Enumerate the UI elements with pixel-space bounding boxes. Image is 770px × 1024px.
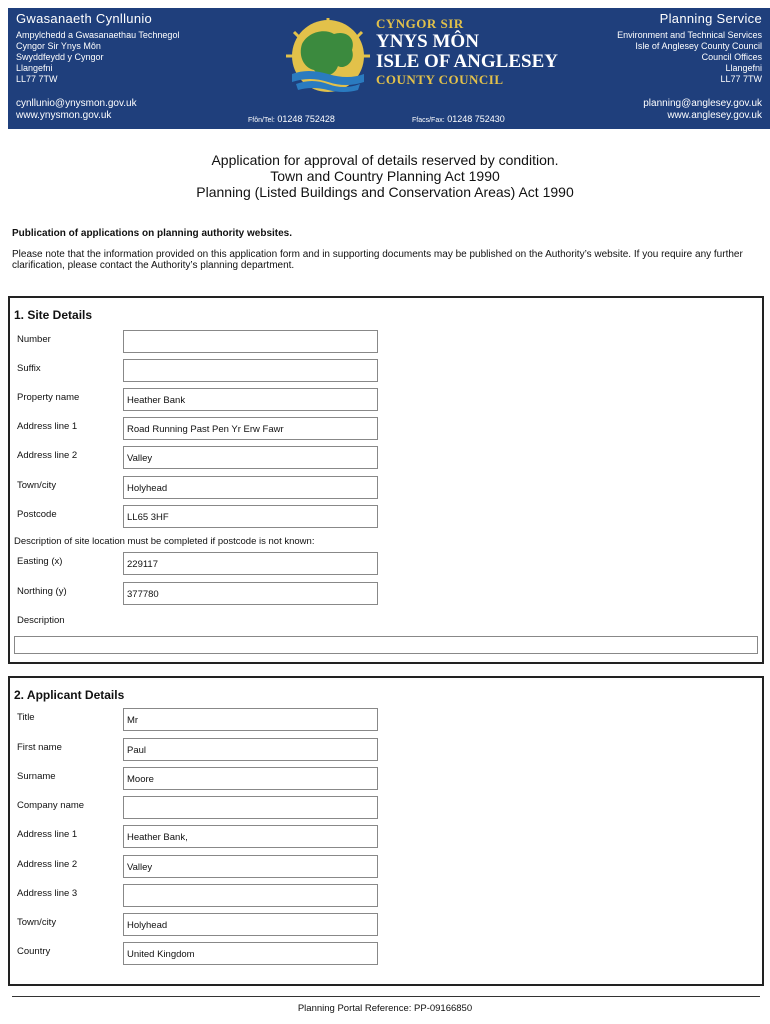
property-name-label: Property name — [17, 392, 80, 403]
logo-line-2: YNYS MÔN — [376, 31, 479, 52]
country-label: Country — [17, 946, 51, 957]
right-address-line: Isle of Anglesey County Council — [635, 41, 762, 51]
right-address-line: Llangefni — [725, 63, 762, 73]
left-address-line: Llangefni — [16, 63, 53, 73]
address-line-3-field[interactable] — [123, 884, 378, 907]
phone-value: 01248 752428 — [277, 114, 335, 124]
description-label: Description — [17, 615, 65, 626]
logo-line-4: COUNTY COUNCIL — [376, 72, 504, 87]
site-details-section — [8, 296, 764, 664]
surname-label: Surname — [17, 771, 56, 782]
form-title — [0, 152, 770, 200]
company-name-label: Company name — [17, 800, 85, 811]
title-label: Title — [17, 712, 35, 723]
number-field[interactable] — [123, 330, 378, 353]
left-address-line: LL77 7TW — [16, 74, 58, 84]
address-line-3-label: Address line 3 — [17, 888, 78, 899]
suffix-label: Suffix — [17, 363, 41, 374]
right-contact — [643, 98, 762, 122]
northing-label: Northing (y) — [17, 586, 67, 597]
council-logo-text — [376, 16, 558, 88]
right-service-title: Planning Service — [659, 11, 762, 26]
applicant-details-section — [8, 676, 764, 986]
council-logo-icon — [284, 18, 380, 94]
right-address — [617, 30, 762, 85]
town-city-label: Town/city — [17, 480, 57, 491]
location-note: Description of site location must be completed if postcode is not known: — [14, 536, 315, 547]
address-line-2-field[interactable]: Valley — [123, 855, 378, 878]
first-name-label: First name — [17, 742, 62, 753]
title-field[interactable]: Mr — [123, 708, 378, 731]
english-website-link[interactable]: www.anglesey.gov.uk — [667, 110, 762, 121]
right-address-line: LL77 7TW — [720, 74, 762, 84]
fax-label: Ffacs/Fax: — [412, 117, 445, 124]
fax-number — [412, 114, 505, 124]
footer-divider — [12, 996, 760, 997]
postcode-field[interactable]: LL65 3HF — [123, 505, 378, 528]
address-line-2-field[interactable]: Valley — [123, 446, 378, 469]
left-address — [16, 30, 179, 85]
form-title-line-2: Town and Country Planning Act 1990 — [270, 168, 500, 184]
address-line-2-label: Address line 2 — [17, 450, 78, 461]
english-email-link[interactable]: planning@anglesey.gov.uk — [643, 98, 762, 109]
address-line-1-field[interactable]: Heather Bank, — [123, 825, 378, 848]
form-title-line-1: Application for approval of details reserved by condition. — [211, 152, 559, 168]
town-city-label: Town/city — [17, 917, 57, 928]
portal-reference: Planning Portal Reference: PP-09166850 — [297, 1003, 473, 1014]
phone-number — [248, 114, 335, 124]
country-field[interactable]: United Kingdom — [123, 942, 378, 965]
phone-label: Ffôn/Tel: — [248, 117, 275, 124]
northing-field[interactable]: 377780 — [123, 582, 378, 605]
header-banner — [8, 8, 770, 129]
easting-label: Easting (x) — [17, 556, 63, 567]
address-line-1-label: Address line 1 — [17, 829, 78, 840]
section-title: 2. Applicant Details — [14, 688, 125, 702]
town-city-field[interactable]: Holyhead — [123, 913, 378, 936]
left-address-line: Swyddfeydd y Cyngor — [16, 52, 104, 62]
address-line-1-label: Address line 1 — [17, 421, 78, 432]
welsh-email-link[interactable]: cynllunio@ynysmon.gov.uk — [16, 98, 137, 109]
right-address-line: Council Offices — [701, 52, 762, 62]
first-name-field[interactable]: Paul — [123, 738, 378, 761]
suffix-field[interactable] — [123, 359, 378, 382]
publication-heading: Publication of applications on planning authority websites. — [12, 228, 293, 239]
form-title-line-3: Planning (Listed Buildings and Conservation Areas) Act 1990 — [196, 184, 574, 200]
address-line-2-label: Address line 2 — [17, 859, 78, 870]
left-address-line: Ampylchedd a Gwasanaethau Technegol — [16, 30, 180, 40]
welsh-website-link[interactable]: www.ynysmon.gov.uk — [16, 110, 112, 121]
fax-value: 01248 752430 — [447, 114, 505, 124]
left-address-line: Cyngor Sir Ynys Môn — [16, 41, 101, 51]
section-title: 1. Site Details — [14, 308, 93, 322]
company-name-field[interactable] — [123, 796, 378, 819]
surname-field[interactable]: Moore — [123, 767, 378, 790]
easting-field[interactable]: 229117 — [123, 552, 378, 575]
left-service-title: Gwasanaeth Cynllunio — [16, 11, 153, 26]
description-field[interactable] — [14, 636, 758, 654]
publication-note: Please note that the information provided on this application form and in supporting documents may be published on the Authority’s website. If you require any further clarification, please contact the Authority’s planning department. — [12, 249, 743, 271]
left-contact — [16, 98, 137, 122]
logo-line-1: CYNGOR SIR — [376, 16, 464, 31]
property-name-field[interactable]: Heather Bank — [123, 388, 378, 411]
address-line-1-field[interactable]: Road Running Past Pen Yr Erw Fawr — [123, 417, 378, 440]
logo-line-3: ISLE OF ANGLESEY — [376, 51, 558, 72]
right-address-line: Environment and Technical Services — [617, 30, 762, 40]
number-label: Number — [17, 334, 51, 345]
postcode-label: Postcode — [17, 509, 57, 520]
town-city-field[interactable]: Holyhead — [123, 476, 378, 499]
